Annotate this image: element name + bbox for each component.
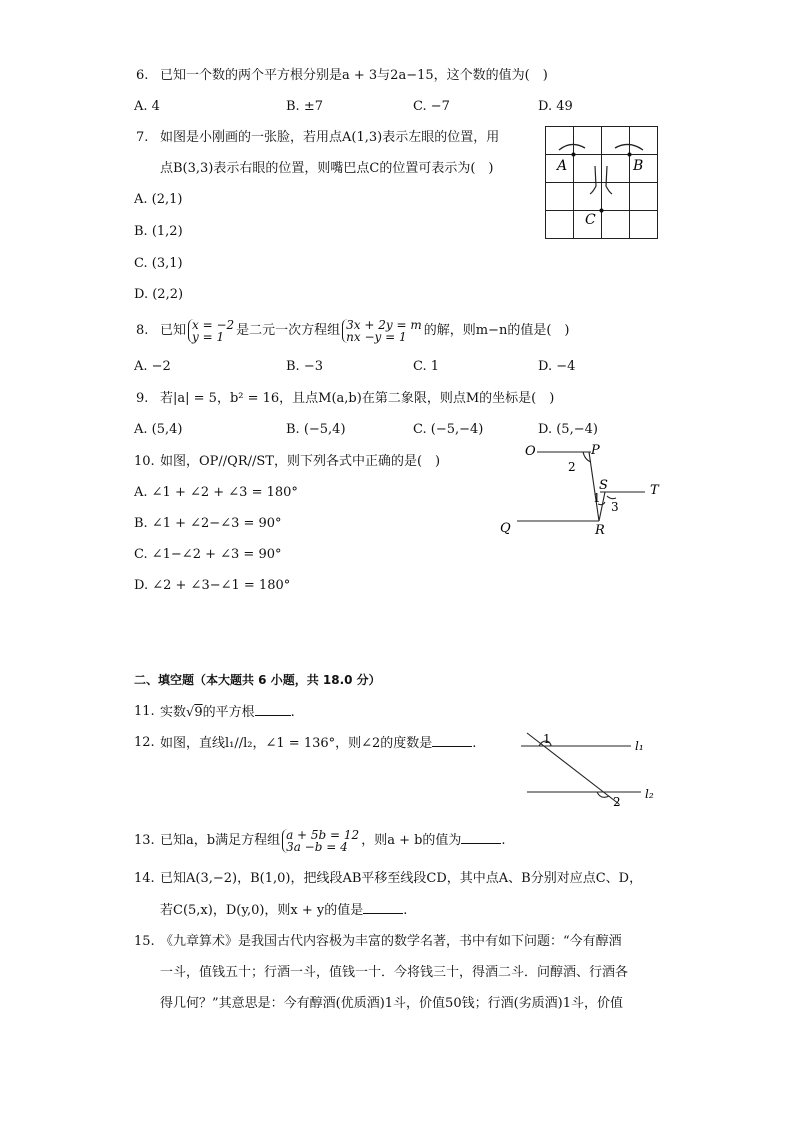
q7-stem-line1: 如图是小刚画的一张脸，若用点A(1,3)表示左眼的位置，用 <box>160 130 500 145</box>
q11-suffix: 的平方根 <box>202 705 255 720</box>
q12-number: 12. <box>134 735 155 750</box>
q8-system-2-line1: 3x + 2y = m <box>346 317 422 332</box>
q14-end: . <box>403 903 408 918</box>
q10-angle-3: 3 <box>611 500 619 514</box>
q10-number: 10. <box>134 454 155 469</box>
q6-option-d: D. 49 <box>538 99 573 114</box>
q7-label-b: B <box>633 158 644 174</box>
q6-number: 6. <box>136 68 149 83</box>
q14-stem-line1: 已知A(3,−2)，B(1,0)，把线段AB平移至线段CD，其中点A、B分别对应点C、D， <box>160 871 643 886</box>
q7-option-b: B. (1,2) <box>134 224 183 239</box>
q15-stem-line2: 一斗，值钱五十；行酒一斗，值钱一十．今将钱三十，得酒二斗．问醇酒、行酒各 <box>160 965 629 980</box>
q8-system-1-line1: x = −2 <box>192 317 235 332</box>
q10-option-a: A. ∠1 + ∠2 + ∠3 = 180° <box>134 485 298 500</box>
q9-stem: 若|a| = 5，b² = 16，且点M(a,b)在第二象限，则点M的坐标是( ) <box>160 391 555 406</box>
q6-option-a: A. 4 <box>134 99 160 114</box>
q14-stem-line2 <box>160 901 407 920</box>
q11-radicand: 9 <box>194 705 203 720</box>
q13-stem <box>160 824 506 858</box>
q10-label-o: O <box>525 444 536 459</box>
q6-stem: 已知一个数的两个平方根分别是a + 3与2a−15，这个数的值为( ) <box>160 68 548 83</box>
q11-number: 11. <box>134 704 155 719</box>
q13-number: 13. <box>134 833 155 848</box>
q13-end: . <box>501 833 506 848</box>
q13-prefix: 已知a，b满足方程组 <box>160 833 281 848</box>
q13-system-line1: a + 5b = 12 <box>286 827 360 842</box>
q7-stem-line2: 点B(3,3)表示右眼的位置，则嘴巴点C的位置可表示为( ) <box>160 161 494 176</box>
q10-option-b: B. ∠1 + ∠2−∠3 = 90° <box>134 516 282 531</box>
q8-option-d: D. −4 <box>538 359 576 374</box>
q9-option-a: A. (5,4) <box>134 422 183 437</box>
q10-label-r: R <box>595 523 605 538</box>
q10-option-d: D. ∠2 + ∠3−∠1 = 180° <box>134 578 291 593</box>
q11-end: . <box>290 705 295 720</box>
q9-option-b: B. (−5,4) <box>286 422 346 437</box>
q11-stem <box>160 703 295 722</box>
q9-number: 9. <box>136 391 149 406</box>
q10-option-c: C. ∠1−∠2 + ∠3 = 90° <box>134 547 282 562</box>
q14-answer-blank[interactable] <box>363 901 403 914</box>
q12-end: . <box>472 736 477 751</box>
q13-system <box>282 829 359 853</box>
q13-suffix: ，则a + b的值为 <box>361 833 462 848</box>
q8-option-c: C. 1 <box>413 359 440 374</box>
q12-parallel-lines-figure <box>513 730 663 810</box>
q11-sqrt: √9 <box>186 705 203 720</box>
q8-suffix: 的解，则m−n的值是( ) <box>423 323 570 338</box>
q11-prefix: 实数 <box>160 705 187 720</box>
q11-answer-blank[interactable] <box>255 703 291 716</box>
q10-label-t: T <box>650 483 659 498</box>
section-2-title: 二、填空题（本大题共 6 小题，共 18.0 分） <box>134 673 381 687</box>
q10-label-s: S <box>599 478 608 493</box>
q13-answer-blank[interactable] <box>461 831 501 844</box>
q15-stem-line1: 《九章算术》是我国古代内容极为丰富的数学名著，书中有如下问题：“今有醇酒 <box>160 934 622 949</box>
q14-number: 14. <box>134 871 155 886</box>
q12-answer-blank[interactable] <box>432 734 472 747</box>
q12-label-l1: l₁ <box>635 739 644 753</box>
q12-angle-1: 1 <box>543 732 551 746</box>
q12-label-l2: l₂ <box>645 787 654 801</box>
q12-stem <box>160 734 476 753</box>
q10-angle-1: 1 <box>593 491 601 505</box>
q8-system-1-line2: y = 1 <box>192 329 225 344</box>
q7-option-d: D. (2,2) <box>134 287 184 302</box>
q7-label-c: C <box>585 212 596 228</box>
q8-number: 8. <box>136 323 149 338</box>
q7-option-c: C. (3,1) <box>134 256 183 271</box>
q7-label-a: A <box>557 158 568 174</box>
q8-system-2 <box>342 319 422 343</box>
q8-stem <box>160 314 569 348</box>
q9-option-c: C. (−5,−4) <box>413 422 484 437</box>
q15-number: 15. <box>134 934 155 949</box>
q9-option-d: D. (5,−4) <box>538 422 598 437</box>
q15-stem-line3: 得几何？”其意思是：今有醇酒(优质酒)1斗，价值50钱；行酒(劣质酒)1斗，价值 <box>160 996 624 1011</box>
q12-text: 如图，直线l₁//l₂，∠1 = 136°，则∠2的度数是 <box>160 736 433 751</box>
q10-label-q: Q <box>500 521 511 536</box>
q6-option-c: C. −7 <box>413 99 450 114</box>
q14-text2: 若C(5,x)，D(y,0)，则x + y的值是 <box>160 903 364 918</box>
q13-system-line2: 3a −b = 4 <box>286 839 348 854</box>
q8-prefix: 已知 <box>160 323 187 338</box>
q8-option-b: B. −3 <box>286 359 323 374</box>
q7-face-grid-figure <box>545 126 659 240</box>
q7-number: 7. <box>136 130 149 145</box>
q10-stem: 如图，OP//QR//ST，则下列各式中正确的是( ) <box>160 454 441 469</box>
q12-angle-2: 2 <box>613 795 621 809</box>
q8-option-a: A. −2 <box>134 359 171 374</box>
q8-system-1 <box>188 319 234 343</box>
q10-parallel-lines-figure <box>495 440 675 540</box>
q6-option-b: B. ±7 <box>286 99 323 114</box>
q8-system-2-line2: nx −y = 1 <box>346 329 407 344</box>
q8-middle: 是二元一次方程组 <box>236 323 341 338</box>
q10-label-p: P <box>591 443 600 458</box>
q10-angle-2: 2 <box>568 460 576 474</box>
q7-option-a: A. (2,1) <box>134 192 183 207</box>
